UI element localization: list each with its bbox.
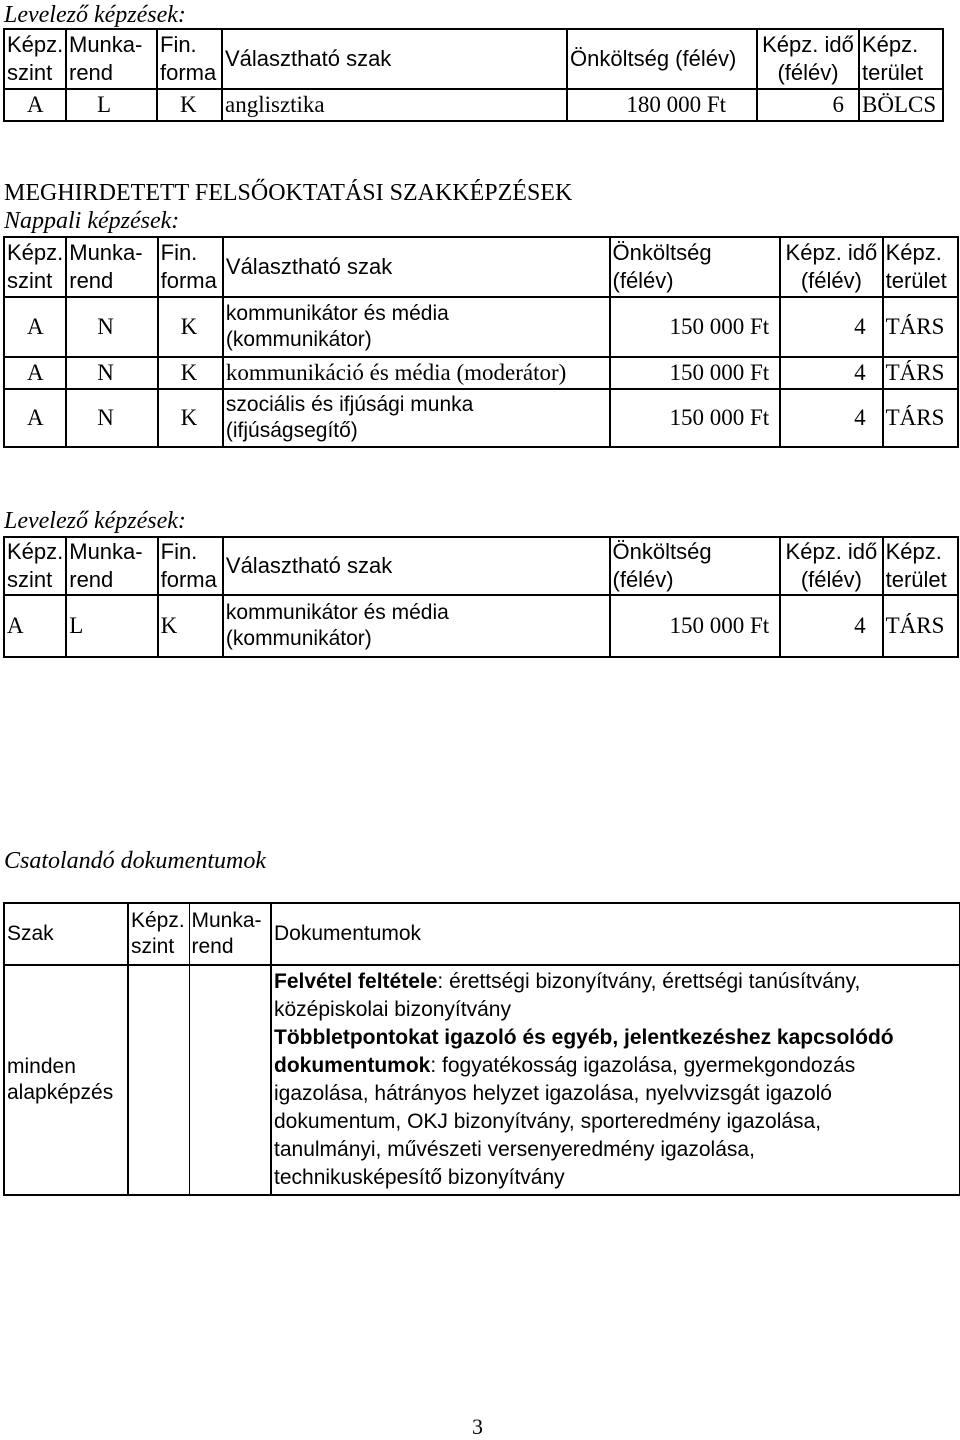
header-munkarend: Munka- rend xyxy=(66,29,157,89)
cell-onkoltseg: 150 000 Ft xyxy=(610,357,781,389)
table-row xyxy=(4,297,958,357)
cell-onkoltseg: 150 000 Ft xyxy=(610,595,781,657)
cell-kepz-ido: 4 xyxy=(780,357,882,389)
header-valaszthato-szak: Választható szak xyxy=(223,537,610,595)
cell-szint: A xyxy=(4,297,66,357)
section-title-levelezo-2: Levelező képzések: xyxy=(4,508,186,534)
cell-kepz-terulet: TÁRS xyxy=(883,357,958,389)
header-onkoltseg: Önköltség (félév) xyxy=(610,537,781,595)
header-fin-forma: Fin. forma xyxy=(158,537,223,595)
header-kepz-terulet: Képz. terület xyxy=(883,537,958,595)
header-munkarend: Munka- rend xyxy=(66,237,157,297)
header-kepz-szint: Képz. szint xyxy=(128,903,189,965)
header-onkoltseg: Önköltség (félév) xyxy=(610,237,781,297)
cell-szint: A xyxy=(4,389,66,447)
cell-onkoltseg: 180 000 Ft xyxy=(567,89,757,121)
cell-kepz-ido: 6 xyxy=(757,89,859,121)
cell-kepz-ido: 4 xyxy=(780,595,882,657)
cell-szint: A xyxy=(4,357,66,389)
cell-kepz-terulet: TÁRS xyxy=(883,297,958,357)
table-row xyxy=(4,89,943,121)
cell-fin-forma: K xyxy=(158,389,223,447)
cell-fin-forma: K xyxy=(157,89,222,121)
section-title-nappali: Nappali képzések: xyxy=(4,208,180,234)
felvetel-label: Felvétel feltétele xyxy=(274,970,438,993)
table-levelezo-2 xyxy=(3,536,959,658)
header-valaszthato-szak: Választható szak xyxy=(223,237,610,297)
cell-szint xyxy=(128,965,189,1195)
table-row xyxy=(4,357,958,389)
header-valaszthato-szak: Választható szak xyxy=(222,29,567,89)
header-kepz-ido: Képz. idő (félév) xyxy=(757,29,859,89)
tobbletpont-label: Többletpontokat igazoló és egyéb, jelentkezéshez kapcsolódó xyxy=(274,1026,894,1049)
cell-munkarend: N xyxy=(66,389,157,447)
header-kepz-szint: Képz. szint xyxy=(4,29,66,89)
header-munkarend: Munka- rend xyxy=(66,537,157,595)
section-heading-szakkepzesek: MEGHIRDETETT FELSŐOKTATÁSI SZAKKÉPZÉSEK xyxy=(4,180,573,206)
header-kepz-ido: Képz. idő (félév) xyxy=(780,237,882,297)
header-fin-forma: Fin. forma xyxy=(157,29,222,89)
table-levelezo-1 xyxy=(3,28,944,122)
header-kepz-terulet: Képz. terület xyxy=(883,237,958,297)
cell-munkarend: N xyxy=(66,297,157,357)
section-title-csatolando: Csatolandó dokumentumok xyxy=(4,848,266,874)
cell-kepz-ido: 4 xyxy=(780,389,882,447)
table-header-row xyxy=(4,237,958,297)
cell-szak: anglisztika xyxy=(222,89,567,121)
table-header-row xyxy=(4,537,958,595)
cell-onkoltseg: 150 000 Ft xyxy=(610,389,781,447)
header-kepz-szint: Képz. szint xyxy=(4,537,66,595)
cell-kepz-ido: 4 xyxy=(780,297,882,357)
header-kepz-ido: Képz. idő (félév) xyxy=(780,537,882,595)
table-row xyxy=(4,389,958,447)
cell-szint: A xyxy=(4,595,66,657)
cell-munkarend: L xyxy=(66,89,157,121)
cell-fin-forma: K xyxy=(158,297,223,357)
cell-onkoltseg: 150 000 Ft xyxy=(610,297,781,357)
table-dokumentumok xyxy=(3,902,960,1196)
table-header-row xyxy=(4,903,960,965)
cell-kepz-terulet: TÁRS xyxy=(883,595,958,657)
table-nappali xyxy=(3,236,959,448)
header-fin-forma: Fin. forma xyxy=(158,237,223,297)
page-number: 3 xyxy=(472,1414,483,1439)
header-onkoltseg: Önköltség (félév) xyxy=(567,29,757,89)
cell-szak: minden alapképzés xyxy=(4,965,128,1195)
cell-munkarend: N xyxy=(66,357,157,389)
cell-munkarend: L xyxy=(66,595,157,657)
table-row xyxy=(4,595,958,657)
cell-kepz-terulet: BÖLCS xyxy=(859,89,943,121)
header-munkarend: Munka- rend xyxy=(189,903,271,965)
cell-szak: kommunikáció és média (moderátor) xyxy=(223,357,610,389)
cell-szint: A xyxy=(4,89,66,121)
header-szak: Szak xyxy=(4,903,128,965)
table-header-row xyxy=(4,29,943,89)
section-title-levelezo-1: Levelező képzések: xyxy=(4,2,186,28)
cell-fin-forma: K xyxy=(158,357,223,389)
cell-munkarend xyxy=(189,965,271,1195)
table-row xyxy=(4,965,960,1195)
cell-szak: kommunikátor és média (kommunikátor) xyxy=(223,297,610,357)
cell-szak: szociális és ifjúsági munka (ifjúságsegítő) xyxy=(223,389,610,447)
cell-szak: kommunikátor és média (kommunikátor) xyxy=(223,595,610,657)
cell-dokumentumok: Felvétel feltétele: érettségi bizonyítvány, érettségi tanúsítvány, középiskolai bizonyítvány Többletpontokat igazoló és egyéb, jelentkezéshez kapcsolódó dokumentumok: fogyatékosság igazolása, gyermekgondozás igazolása, hátrányos helyzet igazolása, nyelvvizsgát igazoló dokumentum, OKJ bizonyítvány, sporteredmény igazolása, tanulmányi, művészeti versenyeredmény igazolása, technikusképesítő bizonyítvány xyxy=(271,965,960,1195)
cell-kepz-terulet: TÁRS xyxy=(883,389,958,447)
header-kepz-terulet: Képz. terület xyxy=(859,29,943,89)
cell-fin-forma: K xyxy=(158,595,223,657)
header-dokumentumok: Dokumentumok xyxy=(271,903,960,965)
header-kepz-szint: Képz. szint xyxy=(4,237,66,297)
